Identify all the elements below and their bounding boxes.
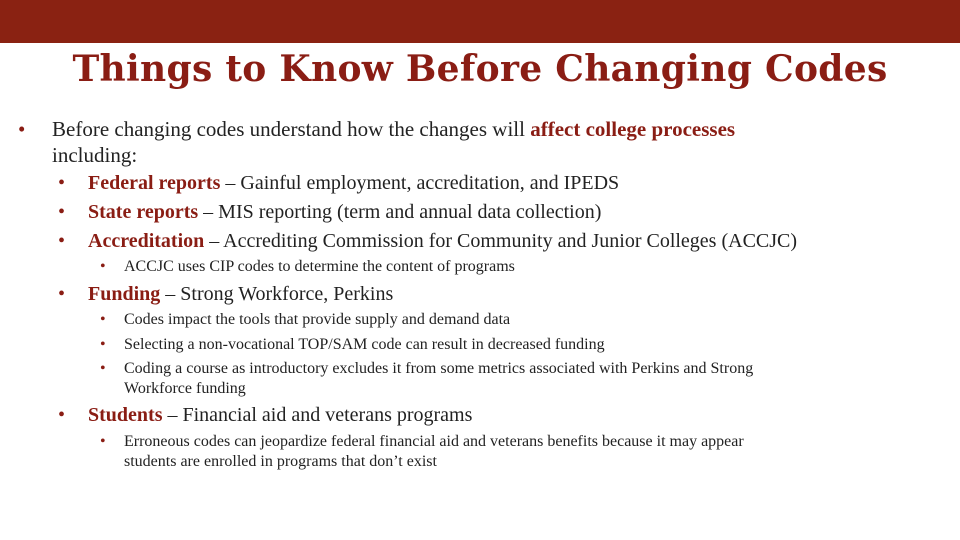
bullet-icon: • [100, 311, 106, 328]
bullet-icon: • [58, 404, 66, 426]
bullet-icon: • [100, 258, 106, 275]
slide-title: Things to Know Before Changing Codes [72, 48, 888, 90]
bullet-icon: • [58, 283, 66, 305]
state-reports-item: State reports – MIS reporting (term and annual data collection) [88, 201, 602, 223]
intro-line-1: Before changing codes understand how the changes will affect college processes [52, 117, 736, 141]
bullet-icon: • [100, 336, 106, 353]
bullet-icon: • [100, 360, 106, 377]
bullet-icon: • [18, 117, 26, 141]
intro-emphasis: affect college processes [530, 117, 736, 141]
bullet-icon: • [58, 172, 66, 194]
funding-sub-3-line-1: Coding a course as introductory excludes it from some metrics associated with Perkins and Strong [124, 360, 754, 377]
title-bar-accent [0, 0, 960, 43]
federal-reports-item: Federal reports – Gainful employment, accreditation, and IPEDS [88, 172, 620, 194]
intro-line-2: including: [52, 143, 138, 167]
bullet-icon: • [58, 201, 66, 223]
funding-sub-2: Selecting a non-vocational TOP/SAM code can result in decreased funding [124, 336, 605, 353]
funding-item: Funding – Strong Workforce, Perkins [88, 283, 394, 305]
students-sub-1-line-2: students are enrolled in programs that don’t exist [124, 453, 437, 470]
bullet-icon: • [58, 230, 66, 252]
funding-sub-3-line-2: Workforce funding [124, 380, 246, 397]
funding-sub-1: Codes impact the tools that provide supply and demand data [124, 311, 511, 328]
accreditation-item: Accreditation – Accrediting Commission for Community and Junior Colleges (ACCJC) [88, 230, 798, 252]
bullet-icon: • [100, 433, 106, 450]
accreditation-sub-1: ACCJC uses CIP codes to determine the content of programs [124, 258, 515, 275]
students-sub-1-line-1: Erroneous codes can jeopardize federal financial aid and veterans benefits because it may appear [124, 433, 744, 450]
students-item: Students – Financial aid and veterans programs [88, 404, 473, 426]
